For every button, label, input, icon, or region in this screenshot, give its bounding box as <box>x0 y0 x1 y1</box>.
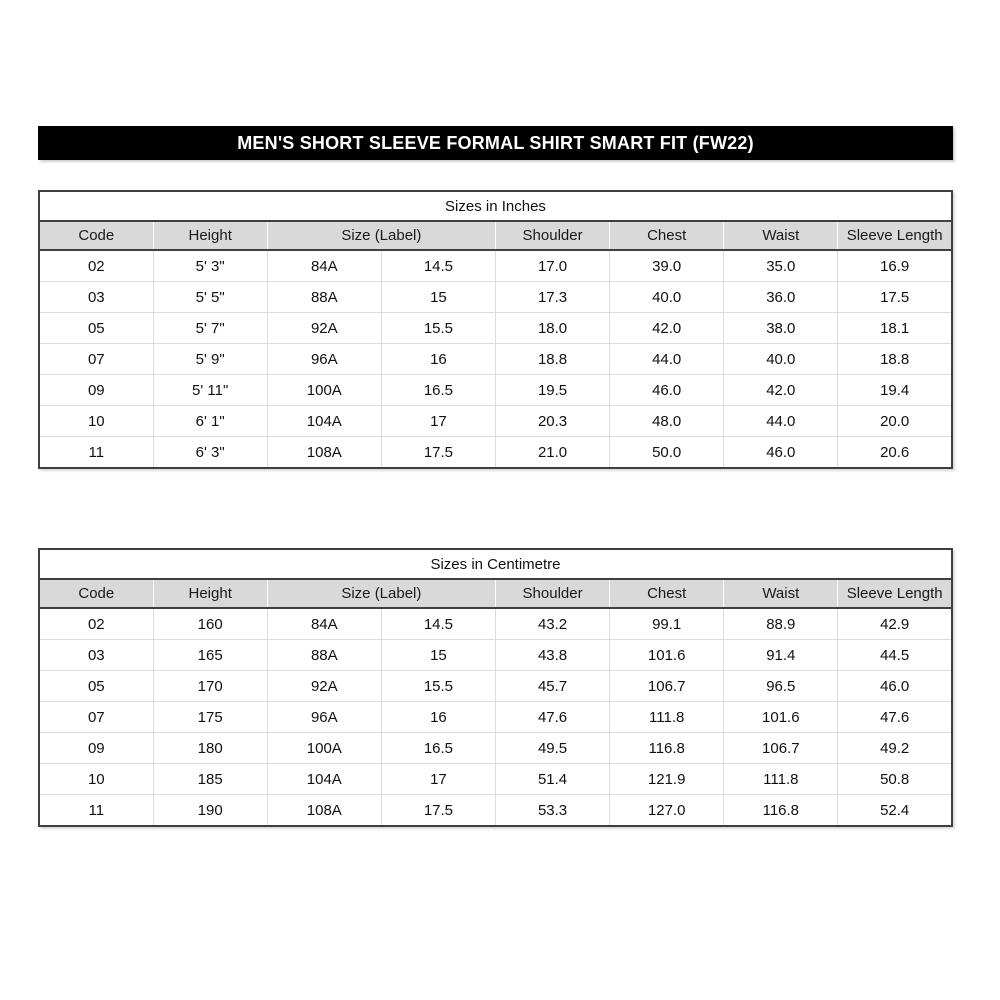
table-cell: 38.0 <box>724 313 838 344</box>
table-cell: 17.5 <box>838 282 952 313</box>
table-cell: 49.5 <box>496 733 610 764</box>
table-cell: 96A <box>267 344 381 375</box>
table-cell: 5' 7" <box>153 313 267 344</box>
table-cell: 35.0 <box>724 250 838 282</box>
table-cell: 05 <box>39 671 153 702</box>
column-header-shoulder: Shoulder <box>496 579 610 608</box>
column-header-size-label: Size (Label) <box>267 579 495 608</box>
table-row <box>39 795 952 827</box>
table-cell: 40.0 <box>724 344 838 375</box>
table-cell: 16.5 <box>381 375 495 406</box>
table-cell: 6' 1" <box>153 406 267 437</box>
table-cell: 88A <box>267 282 381 313</box>
table-cell: 96.5 <box>724 671 838 702</box>
table-row <box>39 702 952 733</box>
table-cell: 17.3 <box>496 282 610 313</box>
column-header-code: Code <box>39 579 153 608</box>
column-header-waist: Waist <box>724 579 838 608</box>
table-cell: 92A <box>267 313 381 344</box>
header-row <box>39 579 952 608</box>
table-cell: 03 <box>39 640 153 671</box>
table-cell: 17.0 <box>496 250 610 282</box>
table-cell: 17 <box>381 406 495 437</box>
header-row <box>39 221 952 250</box>
table-cell: 20.0 <box>838 406 952 437</box>
table-cell: 104A <box>267 406 381 437</box>
table-row <box>39 282 952 313</box>
sizes-centimetre-section <box>38 548 953 827</box>
table-cell: 36.0 <box>724 282 838 313</box>
table-cell: 39.0 <box>610 250 724 282</box>
table-cell: 84A <box>267 608 381 640</box>
column-header-chest: Chest <box>610 221 724 250</box>
sizes-inches-table <box>38 190 953 469</box>
table-cell: 101.6 <box>610 640 724 671</box>
column-header-size-label: Size (Label) <box>267 221 495 250</box>
table-caption: Sizes in Inches <box>39 191 952 221</box>
table-cell: 21.0 <box>496 437 610 469</box>
table-cell: 14.5 <box>381 250 495 282</box>
table-cell: 16.5 <box>381 733 495 764</box>
table-row <box>39 375 952 406</box>
table-cell: 47.6 <box>838 702 952 733</box>
table-cell: 46.0 <box>838 671 952 702</box>
table-cell: 17 <box>381 764 495 795</box>
table-cell: 11 <box>39 437 153 469</box>
sizes-inches-body <box>39 250 952 468</box>
table-cell: 48.0 <box>610 406 724 437</box>
table-row <box>39 344 952 375</box>
table-cell: 14.5 <box>381 608 495 640</box>
table-cell: 17.5 <box>381 795 495 827</box>
table-cell: 116.8 <box>610 733 724 764</box>
table-cell: 07 <box>39 702 153 733</box>
table-row <box>39 608 952 640</box>
table-cell: 46.0 <box>610 375 724 406</box>
table-cell: 88.9 <box>724 608 838 640</box>
table-cell: 175 <box>153 702 267 733</box>
table-cell: 50.8 <box>838 764 952 795</box>
sizes-centimetre-body <box>39 608 952 826</box>
table-row <box>39 406 952 437</box>
page-title: MEN'S SHORT SLEEVE FORMAL SHIRT SMART FIT (FW22) <box>237 132 754 153</box>
table-cell: 15 <box>381 282 495 313</box>
table-cell: 190 <box>153 795 267 827</box>
table-cell: 165 <box>153 640 267 671</box>
table-cell: 07 <box>39 344 153 375</box>
table-cell: 18.0 <box>496 313 610 344</box>
table-cell: 170 <box>153 671 267 702</box>
table-cell: 5' 3" <box>153 250 267 282</box>
column-header-shoulder: Shoulder <box>496 221 610 250</box>
table-cell: 46.0 <box>724 437 838 469</box>
column-header-height: Height <box>153 579 267 608</box>
table-cell: 121.9 <box>610 764 724 795</box>
column-header-chest: Chest <box>610 579 724 608</box>
table-row <box>39 640 952 671</box>
table-cell: 6' 3" <box>153 437 267 469</box>
table-cell: 50.0 <box>610 437 724 469</box>
table-cell: 101.6 <box>724 702 838 733</box>
table-cell: 100A <box>267 375 381 406</box>
table-cell: 16 <box>381 344 495 375</box>
table-cell: 53.3 <box>496 795 610 827</box>
table-cell: 15.5 <box>381 671 495 702</box>
table-cell: 44.5 <box>838 640 952 671</box>
table-cell: 42.0 <box>724 375 838 406</box>
table-cell: 51.4 <box>496 764 610 795</box>
table-cell: 104A <box>267 764 381 795</box>
table-cell: 88A <box>267 640 381 671</box>
table-cell: 42.0 <box>610 313 724 344</box>
table-cell: 5' 5" <box>153 282 267 313</box>
table-cell: 16 <box>381 702 495 733</box>
table-cell: 10 <box>39 406 153 437</box>
table-cell: 5' 11" <box>153 375 267 406</box>
column-header-sleeve-length: Sleeve Length <box>838 221 952 250</box>
table-cell: 91.4 <box>724 640 838 671</box>
table-cell: 11 <box>39 795 153 827</box>
table-cell: 17.5 <box>381 437 495 469</box>
column-header-sleeve-length: Sleeve Length <box>838 579 952 608</box>
table-cell: 02 <box>39 608 153 640</box>
table-cell: 47.6 <box>496 702 610 733</box>
table-cell: 108A <box>267 795 381 827</box>
table-cell: 106.7 <box>724 733 838 764</box>
table-cell: 18.8 <box>838 344 952 375</box>
table-cell: 99.1 <box>610 608 724 640</box>
column-header-waist: Waist <box>724 221 838 250</box>
table-cell: 10 <box>39 764 153 795</box>
table-cell: 15 <box>381 640 495 671</box>
table-cell: 19.5 <box>496 375 610 406</box>
table-cell: 18.8 <box>496 344 610 375</box>
table-row <box>39 733 952 764</box>
column-header-code: Code <box>39 221 153 250</box>
table-cell: 100A <box>267 733 381 764</box>
table-cell: 45.7 <box>496 671 610 702</box>
table-row <box>39 250 952 282</box>
table-cell: 127.0 <box>610 795 724 827</box>
table-cell: 09 <box>39 375 153 406</box>
table-cell: 40.0 <box>610 282 724 313</box>
table-row <box>39 764 952 795</box>
table-cell: 02 <box>39 250 153 282</box>
table-cell: 84A <box>267 250 381 282</box>
table-cell: 52.4 <box>838 795 952 827</box>
table-cell: 111.8 <box>724 764 838 795</box>
table-cell: 16.9 <box>838 250 952 282</box>
sizes-centimetre-table <box>38 548 953 827</box>
title-banner <box>38 126 953 160</box>
table-cell: 44.0 <box>610 344 724 375</box>
table-cell: 20.3 <box>496 406 610 437</box>
sizes-inches-section <box>38 190 953 469</box>
table-cell: 03 <box>39 282 153 313</box>
table-cell: 20.6 <box>838 437 952 469</box>
table-cell: 5' 9" <box>153 344 267 375</box>
table-cell: 44.0 <box>724 406 838 437</box>
table-cell: 43.8 <box>496 640 610 671</box>
caption-row <box>39 191 952 221</box>
caption-row <box>39 549 952 579</box>
table-cell: 116.8 <box>724 795 838 827</box>
table-cell: 106.7 <box>610 671 724 702</box>
table-cell: 49.2 <box>838 733 952 764</box>
table-cell: 43.2 <box>496 608 610 640</box>
table-cell: 19.4 <box>838 375 952 406</box>
table-cell: 180 <box>153 733 267 764</box>
table-row <box>39 313 952 344</box>
table-cell: 18.1 <box>838 313 952 344</box>
table-cell: 09 <box>39 733 153 764</box>
table-row <box>39 437 952 469</box>
table-cell: 96A <box>267 702 381 733</box>
table-cell: 15.5 <box>381 313 495 344</box>
column-header-height: Height <box>153 221 267 250</box>
table-cell: 92A <box>267 671 381 702</box>
table-cell: 05 <box>39 313 153 344</box>
table-cell: 42.9 <box>838 608 952 640</box>
table-row <box>39 671 952 702</box>
table-cell: 108A <box>267 437 381 469</box>
table-cell: 160 <box>153 608 267 640</box>
table-cell: 185 <box>153 764 267 795</box>
table-caption: Sizes in Centimetre <box>39 549 952 579</box>
table-cell: 111.8 <box>610 702 724 733</box>
